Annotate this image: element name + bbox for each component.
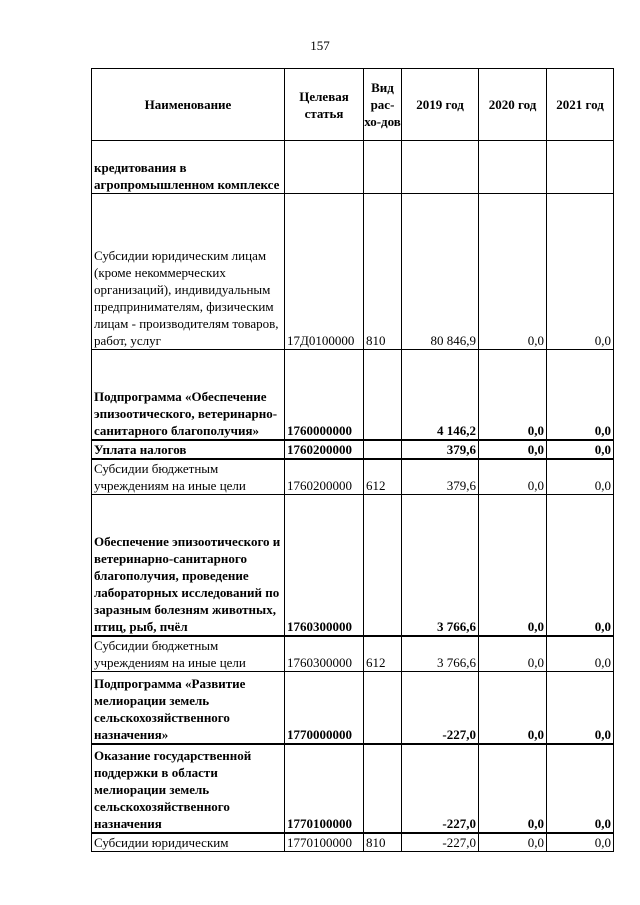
row-2021: 0,0 [547,350,614,440]
row-2020 [479,141,547,194]
page-number: 157 [310,38,330,53]
row-vid [364,141,402,194]
table-header-row [92,69,614,141]
table-row [92,744,614,833]
row-code: 1770100000 [285,744,364,833]
table-row [92,495,614,636]
row-2020: 0,0 [479,495,547,636]
row-2020: 0,0 [479,194,547,350]
row-2019: -227,0 [402,744,479,833]
header-target: Целевая статья [285,69,364,141]
row-2020: 0,0 [479,350,547,440]
row-2021: 0,0 [547,440,614,459]
row-2021: 0,0 [547,194,614,350]
row-2019: -227,0 [402,833,479,852]
row-name: кредитования в агропромышленном комплексе [92,141,285,194]
row-2020: 0,0 [479,744,547,833]
row-2020: 0,0 [479,440,547,459]
table-body [92,141,614,852]
table-row [92,833,614,852]
row-code [285,141,364,194]
row-vid [364,350,402,440]
row-2019 [402,141,479,194]
table-row [92,672,614,744]
row-vid: 810 [364,833,402,852]
row-2021: 0,0 [547,833,614,852]
table-row [92,194,614,350]
row-name: Уплата налогов [92,440,285,459]
row-code: 1760300000 [285,636,364,672]
row-vid: 612 [364,636,402,672]
row-2021: 0,0 [547,459,614,495]
row-code: 1770100000 [285,833,364,852]
header-vid: Вид рас-хо-дов [364,69,402,141]
row-name: Субсидии бюджетным учреждениям на иные цели [92,636,285,672]
row-2021 [547,141,614,194]
row-name: Субсидии юридическим лицам (кроме некоммерческих организаций), индивидуальным предпринимателям, физическим лицам - производителям товаров, работ, услуг [92,194,285,350]
row-vid [364,744,402,833]
row-2020: 0,0 [479,459,547,495]
row-2021: 0,0 [547,672,614,744]
row-2020: 0,0 [479,636,547,672]
table-row [92,141,614,194]
table-row [92,459,614,495]
row-2019: 4 146,2 [402,350,479,440]
row-vid [364,440,402,459]
header-name: Наименование [92,69,285,141]
row-code: 1770000000 [285,672,364,744]
row-2019: -227,0 [402,672,479,744]
row-vid [364,495,402,636]
row-name: Обеспечение эпизоотического и ветеринарно-санитарного благополучия, проведение лабораторных исследований по заразным болезням животных, птиц, рыб, пчёл [92,495,285,636]
row-vid: 810 [364,194,402,350]
row-2019: 379,6 [402,440,479,459]
row-code: 1760200000 [285,440,364,459]
row-name: Субсидии юридическим [92,833,285,852]
header-2020: 2020 год [479,69,547,141]
budget-table [91,68,614,852]
header-2019: 2019 год [402,69,479,141]
row-code: 17Д0100000 [285,194,364,350]
table-row [92,440,614,459]
row-2019: 3 766,6 [402,495,479,636]
row-name: Подпрограмма «Развитие мелиорации земель сельскохозяйственного назначения» [92,672,285,744]
row-code: 1760000000 [285,350,364,440]
row-name: Оказание государственной поддержки в области мелиорации земель сельскохозяйственного назначения [92,744,285,833]
row-vid: 612 [364,459,402,495]
row-code: 1760200000 [285,459,364,495]
row-2021: 0,0 [547,636,614,672]
row-vid [364,672,402,744]
row-name: Субсидии бюджетным учреждениям на иные цели [92,459,285,495]
row-name: Подпрограмма «Обеспечение эпизоотического, ветеринарно-санитарного благополучия» [92,350,285,440]
header-2021: 2021 год [547,69,614,141]
row-2019: 3 766,6 [402,636,479,672]
row-2019: 379,6 [402,459,479,495]
table-row [92,350,614,440]
row-2020: 0,0 [479,672,547,744]
row-2021: 0,0 [547,495,614,636]
row-code: 1760300000 [285,495,364,636]
row-2020: 0,0 [479,833,547,852]
table-row [92,636,614,672]
row-2019: 80 846,9 [402,194,479,350]
row-2021: 0,0 [547,744,614,833]
